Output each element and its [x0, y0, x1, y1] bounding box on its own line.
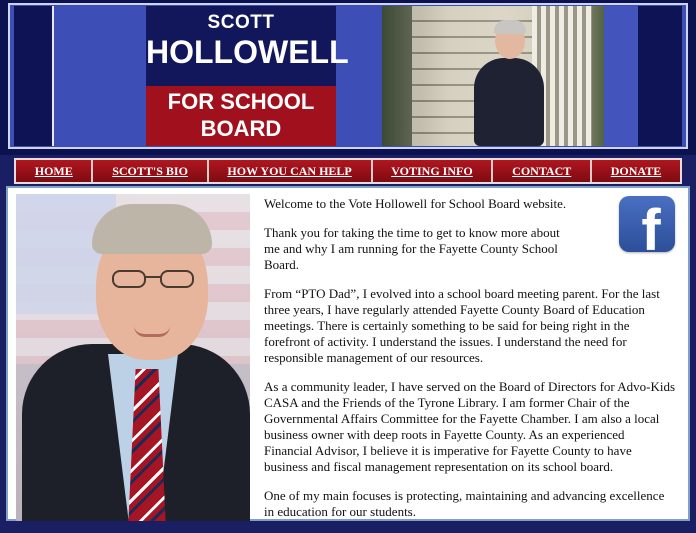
nav-voting-info[interactable]: VOTING INFO: [373, 160, 494, 182]
welcome-paragraph: Welcome to the Vote Hollowell for School Board website.: [264, 196, 567, 211]
main-text: [264, 196, 676, 533]
header-banner: [0, 0, 696, 155]
portrait-hair: [92, 204, 212, 254]
photo-candidate-body: [474, 58, 544, 146]
thanks-paragraph: Thank you for taking the time to get to know more about me and why I am running for the Fayette County School Board.: [264, 225, 560, 272]
banner-first-name: SCOTT: [207, 12, 275, 33]
main-nav: [14, 158, 682, 184]
banner-divider: [52, 6, 54, 146]
banner-far-right-strip: [638, 6, 682, 146]
banner-photo: [382, 6, 604, 146]
community-leader-paragraph: As a community leader, I have served on the Board of Directors for Advo-Kids CASA and the Friends of the Tyrone Library. I am former Chair of the Governmental Affairs Committee for the Fayette Chamber. I am also a local business owner with deep roots in Fayette County. As an experienced Financial Advisor, I believe it is imperative for Fayette County to have business and fiscal management representation on its school board.: [264, 379, 676, 474]
banner-right-strip: [604, 6, 638, 146]
portrait-smile: [134, 326, 170, 337]
main-focus-paragraph: One of my main focuses is protecting, maintaining and advancing excellence in education for our students.: [264, 488, 665, 519]
banner-tagline-line2: BOARD: [200, 116, 282, 141]
portrait-glasses: [112, 270, 196, 288]
candidate-portrait: [16, 194, 250, 521]
nav-scotts-bio[interactable]: SCOTT'S BIO: [93, 160, 208, 182]
nav-contact[interactable]: CONTACT: [493, 160, 592, 182]
banner-tagline-line1: FOR SCHOOL: [167, 89, 315, 114]
nav-how-you-can-help[interactable]: HOW YOU CAN HELP: [209, 160, 373, 182]
nav-donate[interactable]: DONATE: [592, 160, 680, 182]
photo-candidate-hair: [494, 20, 526, 34]
pto-dad-paragraph: From “PTO Dad”, I evolved into a school board meeting parent. For the last three years, I have regularly attended Fayette County Board of Education meetings. There is certainly something to be said for being right in the forefront of activity. I understand the issues. I understand the need for responsible management of our resources.: [264, 286, 660, 365]
facebook-glyph: f: [641, 198, 661, 252]
banner-left-strip: [14, 6, 54, 146]
nav-home[interactable]: HOME: [16, 160, 93, 182]
banner-last-name: HOLLOWELL: [146, 34, 349, 70]
